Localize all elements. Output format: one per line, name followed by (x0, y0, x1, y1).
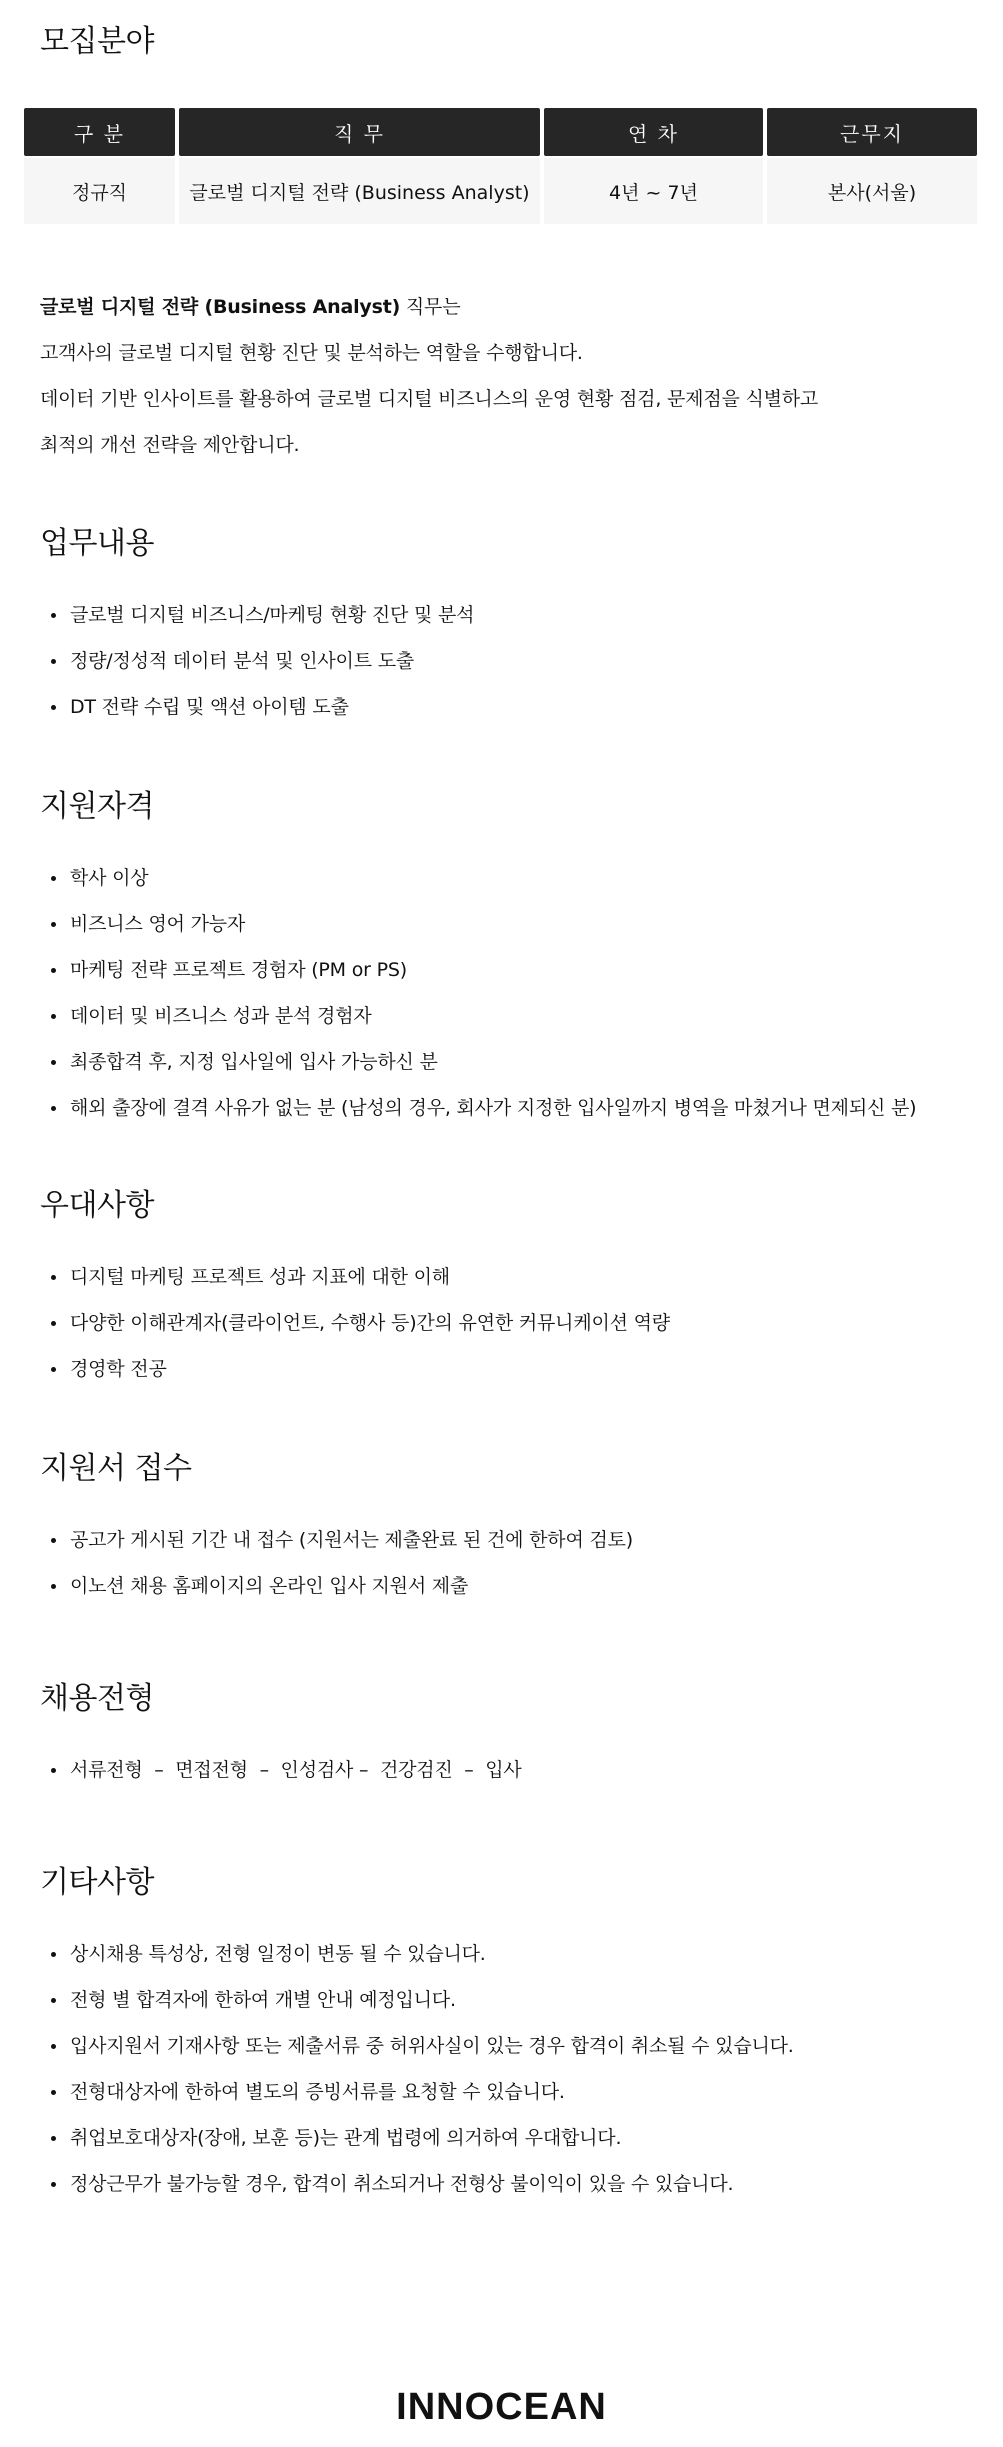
bullet-icon (51, 2044, 56, 2049)
list-item: 이노션 채용 홈페이지의 온라인 입사 지원서 제출 (40, 1569, 980, 1615)
list-item: 학사 이상 (40, 861, 980, 907)
list-item: 정량/정성적 데이터 분석 및 인사이트 도출 (40, 644, 980, 690)
duties-list (40, 598, 980, 736)
table-cell-position: 글로벌 디지털 전략 (Business Analyst) (179, 158, 540, 224)
bullet-icon (51, 1321, 56, 1326)
list-item: 경영학 전공 (40, 1352, 980, 1398)
list-item: DT 전략 수립 및 액션 아이템 도출 (40, 690, 980, 736)
bullet-icon (51, 659, 56, 664)
intro-line: 최적의 개선 전략을 제안합니다. (40, 434, 300, 456)
list-item: 해외 출장에 결격 사유가 없는 분 (남성의 경우, 회사가 지정한 입사일까지 병역을 마쳤거나 면제되신 분) (40, 1091, 980, 1137)
list-item: 전형대상자에 한하여 별도의 증빙서류를 요청할 수 있습니다. (40, 2075, 980, 2121)
list-item: 입사지원서 기재사항 또는 제출서류 중 허위사실이 있는 경우 합격이 취소될 수 있습니다. (40, 2029, 980, 2075)
bullet-icon (51, 1584, 56, 1589)
list-item: 디지털 마케팅 프로젝트 성과 지표에 대한 이해 (40, 1260, 980, 1306)
innocean-logo: INNOCEAN (396, 2386, 607, 2428)
list-item: 전형 별 합격자에 한하여 개별 안내 예정입니다. (40, 1983, 980, 2029)
intro-position-name: 글로벌 디지털 전략 (Business Analyst) (40, 296, 401, 318)
qualifications-list (40, 861, 980, 1137)
application-list (40, 1523, 980, 1615)
list-item: 상시채용 특성상, 전형 일정이 변동 될 수 있습니다. (40, 1937, 980, 1983)
list-item: 마케팅 전략 프로젝트 경험자 (PM or PS) (40, 953, 980, 999)
recruit-field-title: 모집분야 (40, 24, 154, 59)
list-item: 최종합격 후, 지정 입사일에 입사 가능하신 분 (40, 1045, 980, 1091)
preferred-list (40, 1260, 980, 1398)
bullet-icon (51, 613, 56, 618)
bullet-icon (51, 1998, 56, 2003)
bullet-icon (51, 1014, 56, 1019)
list-item: 비즈니스 영어 가능자 (40, 907, 980, 953)
table-header-position: 직 무 (179, 108, 540, 156)
bullet-icon (51, 1768, 56, 1773)
job-intro (40, 290, 960, 474)
list-item: 다양한 이해관계자(클라이언트, 수행사 등)간의 유연한 커뮤니케이션 역량 (40, 1306, 980, 1352)
application-title: 지원서 접수 (40, 1451, 192, 1486)
table-header-experience: 연 차 (544, 108, 763, 156)
table-header-type: 구 분 (24, 108, 175, 156)
list-item: 정상근무가 불가능할 경우, 합격이 취소되거나 전형상 불이익이 있을 수 있습니다. (40, 2167, 980, 2213)
bullet-icon (51, 1952, 56, 1957)
recruit-field-table (24, 108, 979, 224)
list-item: 취업보호대상자(장애, 보훈 등)는 관계 법령에 의거하여 우대합니다. (40, 2121, 980, 2167)
list-item: 서류전형 – 면접전형 – 인성검사 – 건강검진 – 입사 (40, 1753, 980, 1799)
preferred-title: 우대사항 (40, 1188, 154, 1223)
bullet-icon (51, 1106, 56, 1111)
list-item: 공고가 게시된 기간 내 접수 (지원서는 제출완료 된 건에 한하여 검토) (40, 1523, 980, 1569)
table-cell-type: 정규직 (24, 158, 175, 224)
bullet-icon (51, 876, 56, 881)
bullet-icon (51, 705, 56, 710)
qualifications-title: 지원자격 (40, 789, 154, 824)
intro-line1-suffix: 직무는 (400, 296, 461, 318)
intro-line: 고객사의 글로벌 디지털 현황 진단 및 분석하는 역할을 수행합니다. (40, 342, 583, 364)
list-item: 데이터 및 비즈니스 성과 분석 경험자 (40, 999, 980, 1045)
intro-line: 데이터 기반 인사이트를 활용하여 글로벌 디지털 비즈니스의 운영 현황 점검, 문제점을 식별하고 (40, 388, 819, 410)
table-header-location: 근무지 (767, 108, 977, 156)
intro-line (40, 290, 960, 336)
process-title: 채용전형 (40, 1681, 154, 1716)
bullet-icon (51, 2090, 56, 2095)
bullet-icon (51, 1275, 56, 1280)
bullet-icon (51, 1367, 56, 1372)
process-list (40, 1753, 980, 1799)
table-cell-experience: 4년 ~ 7년 (544, 158, 763, 224)
etc-list (40, 1937, 980, 2213)
bullet-icon (51, 1060, 56, 1065)
bullet-icon (51, 2136, 56, 2141)
etc-title: 기타사항 (40, 1865, 154, 1900)
list-item: 글로벌 디지털 비즈니스/마케팅 현황 진단 및 분석 (40, 598, 980, 644)
table-cell-location: 본사(서울) (767, 158, 977, 224)
bullet-icon (51, 968, 56, 973)
duties-title: 업무내용 (40, 526, 154, 561)
bullet-icon (51, 922, 56, 927)
bullet-icon (51, 2182, 56, 2187)
bullet-icon (51, 1538, 56, 1543)
